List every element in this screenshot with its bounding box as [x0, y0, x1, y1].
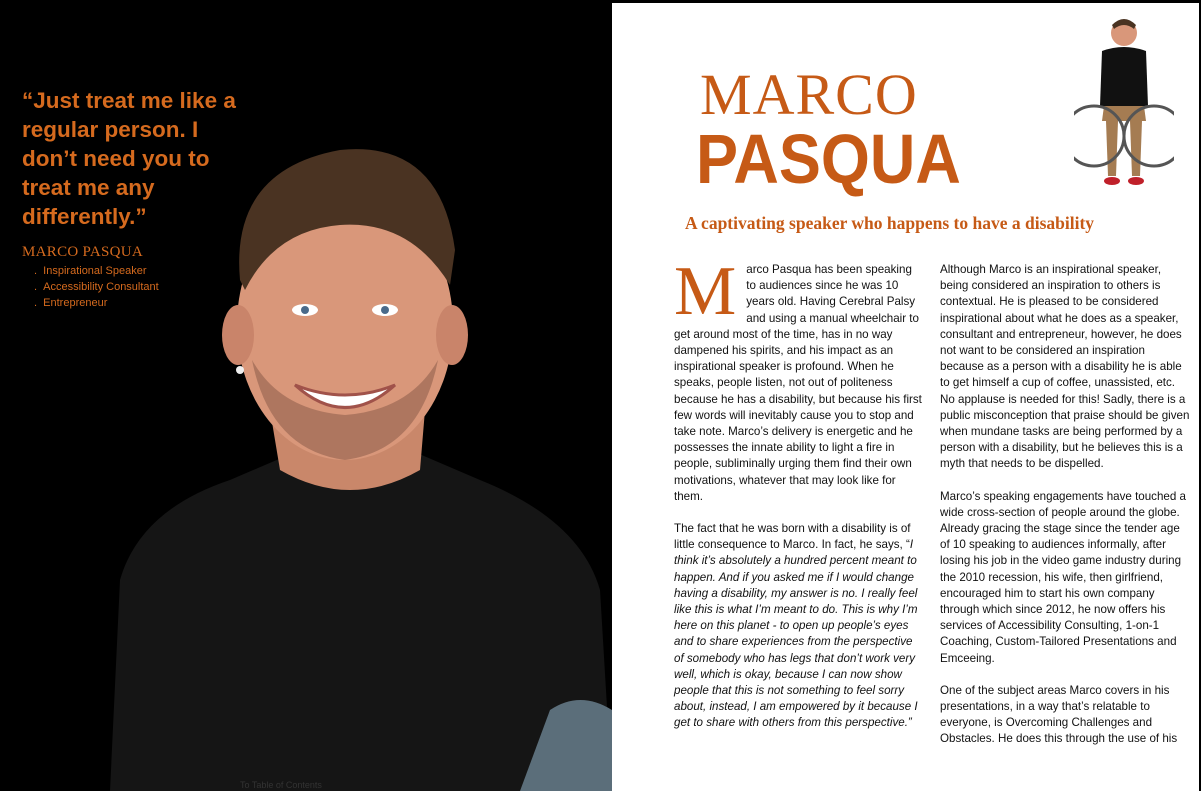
role-item: . Entrepreneur [34, 295, 159, 311]
article-column-2 [940, 262, 1190, 764]
paragraph-text: The fact that he was born with a disability is of little consequence to Marco. In fact, he says, “ [674, 522, 911, 552]
role-item: . Accessibility Consultant [34, 279, 159, 295]
drop-cap: M [674, 253, 737, 330]
quote-attribution: MARCO PASQUA [22, 244, 143, 260]
title-first-name: MARCO [700, 62, 918, 127]
role-item: . Inspirational Speaker [34, 263, 159, 279]
subtitle: A captivating speaker who happens to have a disability [685, 213, 1095, 233]
portrait-photo [80, 110, 612, 791]
paragraph [674, 253, 924, 505]
wheelchair-photo [1074, 11, 1174, 201]
pull-quote: “Just treat me like a regular person. I don’t need you to treat me any differently.” [22, 88, 236, 229]
paragraph: Marco’s speaking engagements have touched a wide cross-section of people around the globe. Already gracing the stage since the tender age of 10 speaking to audiences informally, after losing his job in the video game industry during the 2010 recession, his wife, then girlfriend, encouraged him to start his own company through which since 2012, he now offers his services of Accessibility Consulting, 1-on-1 Coaching, Custom-Tailored Presentations and Emceeing. [940, 489, 1186, 665]
paragraph: Although Marco is an inspirational speaker, being considered an inspiration to others is contextual. He is pleased to be considered inspirational about what he does as a speaker, consultant and entrepreneur, however, he does not want to be considered an inspiration because as a person with a disability he is able to get himself a cup of coffee, unassisted, etc. No applause is needed for this! Sadly, there is a public misconception that praise should be given when mundane tasks are being performed by a person with a disability, but he believes this is a myth that needs to be dispelled. [940, 263, 1190, 471]
table-of-contents-link[interactable]: To Table of Contents [240, 780, 322, 790]
title-last-name: PASQUA [696, 120, 961, 198]
paragraph [674, 521, 924, 732]
paragraph: One of the subject areas Marco covers in his presentations, in a way that’s relatable to everyone, is Overcoming Challenges and Obstacles. He does this through the use of his [940, 683, 1178, 746]
right-page [612, 3, 1199, 791]
paragraph-text: arco Pasqua has been speaking to audiences since he was 10 years old. Having Cerebral Palsy and using a manual wheelchair to get around most of the time, has in no way dampened his spirits, and his impact as an inspirational speaker is profound. When he speaks, people listen, not out of politeness because he has a disability, but because his first few words will inevitably cause you to stop and take note. Marco’s delivery is energetic and he possesses the innate ability to light a fire in people, subliminally urging them find their own motivations, whatever that may look like for them. [674, 263, 922, 503]
quote-text: I think it’s absolutely a hundred percent meant to happen. And if you asked me if I would change having a disability, my answer is no. I really feel like this is what I’m meant to do. This is why I’m here on this planet - to open up people’s eyes and to share experiences from the perspective of somebody who has legs that don’t work very well, which is okay, because I can now show people that this is not something to feel sorry about, instead, I am empowered by it because I get to share with others from this perspective.” [674, 538, 918, 730]
article-column-1 [674, 253, 924, 748]
